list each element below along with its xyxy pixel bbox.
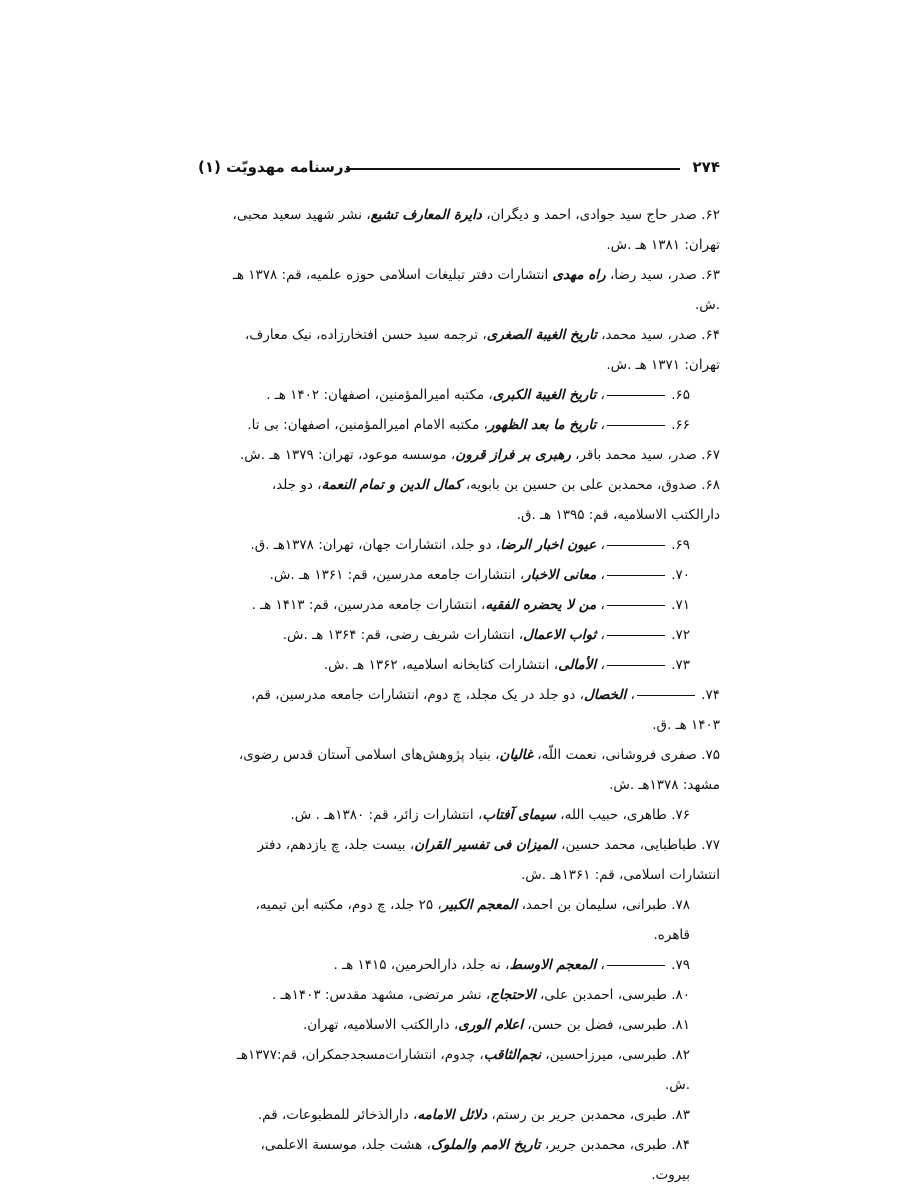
- entry-number: ۸۳.: [671, 1107, 690, 1123]
- entry-author: طبرسی، میرزاحسین،: [545, 1047, 667, 1063]
- entry-publication: ، انتشارات شریف رضی، قم: ۱۳۶۴ هـ .ش.: [282, 627, 524, 643]
- entry-number: ۷۷.: [701, 837, 720, 853]
- bibliography-entry: [220, 1100, 720, 1130]
- entry-title: الاحتجاج: [490, 987, 536, 1003]
- entry-number: ۷۱.: [671, 597, 690, 613]
- entry-title: ثواب الاعمال: [523, 627, 597, 643]
- entry-number: ۷۲.: [671, 627, 690, 643]
- entry-publication: ، دارالکتب الاسلامیه، تهران.: [302, 1017, 459, 1033]
- bibliography-entry: [220, 740, 720, 800]
- entry-number: ۶۹.: [671, 537, 690, 553]
- entry-author: طبری، محمدبن جریر بن رستم،: [491, 1107, 667, 1123]
- entry-author: ،: [596, 387, 605, 403]
- entry-author: ،: [596, 417, 605, 433]
- entry-publication: ، نشر شهید سعید محبی، تهران: ۱۳۸۱ هـ .ش.: [232, 207, 720, 253]
- entry-number: ۶۷.: [701, 447, 720, 463]
- entry-title: اعلام الوری: [458, 1017, 524, 1033]
- ditto-dash: [607, 395, 665, 396]
- ditto-dash: [637, 695, 695, 696]
- entry-number: ۷۹.: [671, 957, 690, 973]
- entry-publication: ، هشت جلد، موسسة الاعلمی، بیروت.: [260, 1137, 690, 1183]
- bibliography-entry: [220, 1130, 720, 1190]
- entry-publication: ، نشر مرتضی، مشهد مقدس: ۱۴۰۳هـ .: [271, 987, 491, 1003]
- entry-publication: ، موسسه موعود، تهران: ۱۳۷۹ هـ .ش.: [239, 447, 456, 463]
- entry-number: ۸۲.: [671, 1047, 690, 1063]
- entry-publication: ، ترجمه سید حسن افتخارزاده، نیک معارف، تهران: ۱۳۷۱ هـ .ش.: [244, 327, 720, 373]
- entry-author: ،: [626, 687, 635, 703]
- entry-author: ،: [596, 567, 605, 583]
- entry-title: من لا یحضره الفقیه: [485, 597, 597, 613]
- entry-number: ۶۸.: [701, 477, 720, 493]
- entry-author: ،: [596, 537, 605, 553]
- entry-publication: ، دو جلد، دارالکتب الاسلامیه، قم: ۱۳۹۵ هـ .ق.: [271, 477, 720, 523]
- entry-title: دلائل الامامه: [417, 1107, 488, 1123]
- bibliography-entry: [220, 620, 720, 650]
- entry-publication: ، چدوم، انتشارات‌مسجدجمکران، قم:۱۳۷۷هـ .ش.: [236, 1047, 690, 1093]
- bibliography-entry: [220, 1010, 720, 1040]
- entry-number: ۸۱.: [671, 1017, 690, 1033]
- entry-number: ۷۵.: [701, 747, 720, 763]
- entry-author: طبری، محمدبن جریر،: [544, 1137, 667, 1153]
- bibliography-entry: [220, 680, 720, 740]
- entry-publication: ، انتشارات زائر، قم: ۱۳۸۰هـ . ش.: [290, 807, 483, 823]
- entry-title: سیمای آفتاب: [482, 807, 556, 823]
- bibliography-entry: [220, 590, 720, 620]
- entry-publication: انتشارات دفتر تبلیغات اسلامی حوزه علمیه، قم: ۱۳۷۸ هـ .ش.: [232, 267, 720, 313]
- entry-title: تاریخ الغیبة الکبری: [492, 387, 597, 403]
- bibliography-entry: [220, 470, 720, 530]
- entry-author: صفری فروشانی، نعمت اللّه،: [537, 747, 697, 763]
- entry-publication: ، مکتبه امیرالمؤمنین، اصفهان: ۱۴۰۲ هـ .: [266, 387, 493, 403]
- ditto-dash: [607, 425, 665, 426]
- entry-author: طبرسی، فضل بن حسن،: [527, 1017, 667, 1033]
- entry-title: المعجم الاوسط: [509, 957, 597, 973]
- entry-author: صدر، سید محمد باقر،: [575, 447, 697, 463]
- entry-title: المیزان فی تفسیر القران: [414, 837, 557, 853]
- entry-publication: ، انتشارات کتابخانه اسلامیه، ۱۳۶۲ هـ .ش.: [323, 657, 559, 673]
- ditto-dash: [607, 635, 665, 636]
- bibliography-entry: [220, 890, 720, 950]
- bibliography-entry: [220, 560, 720, 590]
- ditto-dash: [607, 575, 665, 576]
- bibliography-list: [220, 200, 720, 1190]
- entry-number: ۶۴.: [701, 327, 720, 343]
- entry-publication: ، نه جلد، دارالحرمین، ۱۴۱۵ هـ .: [333, 957, 510, 973]
- entry-number: ۷۴.: [701, 687, 720, 703]
- entry-author: طبرانی، سلیمان بن احمد،: [521, 897, 667, 913]
- bibliography-entry: [220, 830, 720, 890]
- entry-author: طاهری، حبیب الله،: [560, 807, 667, 823]
- entry-author: صدر، سید رضا،: [609, 267, 697, 283]
- entry-author: طبرسی، احمدبن علی،: [539, 987, 667, 1003]
- entry-title: غالیان: [499, 747, 533, 763]
- entry-publication: ، ۲۵ جلد، چ دوم، مکتبه ابن تیمیه، قاهره.: [255, 897, 690, 943]
- entry-author: ،: [596, 657, 605, 673]
- entry-publication: ، مکتبه الامام امیرالمؤمنین، اصفهان: بی تا.: [247, 417, 488, 433]
- bibliography-entry: [220, 200, 720, 260]
- bibliography-entry: [220, 950, 720, 980]
- entry-number: ۷۰.: [671, 567, 690, 583]
- entry-publication: ، دارالذخائر للمطبوعات، قم.: [257, 1107, 418, 1123]
- entry-author: ،: [596, 597, 605, 613]
- entry-publication: ، بیست جلد، چ یازدهم، دفتر انتشارات اسلامی، قم: ۱۳۶۱هـ .ش.: [257, 837, 720, 883]
- entry-title: نجم‌الثاقب: [483, 1047, 541, 1063]
- bibliography-entry: [220, 320, 720, 380]
- ditto-dash: [607, 545, 665, 546]
- bibliography-entry: [220, 380, 720, 410]
- entry-title: معانی الاخبار: [524, 567, 597, 583]
- entry-number: ۸۰.: [671, 987, 690, 1003]
- entry-title: کمال الدین و تمام النعمة: [321, 477, 462, 493]
- ditto-dash: [607, 965, 665, 966]
- entry-publication: ، انتشارات جامعه مدرسین، قم: ۱۳۶۱ هـ .ش.: [269, 567, 525, 583]
- running-header: [198, 155, 720, 183]
- entry-title: رهبری بر فراز قرون: [455, 447, 571, 463]
- book-title: درسنامه مهدویّت (۱): [198, 158, 352, 176]
- entry-author: صدر حاج سید جوادی، احمد و دیگران،: [486, 207, 697, 223]
- bibliography-entry: [220, 410, 720, 440]
- entry-author: صدوق، محمدبن علی بن حسین بن بابویه،: [465, 477, 697, 493]
- entry-title: الخصال: [584, 687, 627, 703]
- bibliography-entry: [220, 800, 720, 830]
- entry-publication: ، دو جلد در یک مجلد، چ دوم، انتشارات جامعه مدرسین، قم، ۱۴۰۳ هـ .ق.: [251, 687, 720, 733]
- entry-title: تاریخ الغیبة الصغری: [486, 327, 597, 343]
- entry-author: ،: [596, 627, 605, 643]
- entry-title: المعجم الکبیر: [441, 897, 518, 913]
- bibliography-entry: [220, 530, 720, 560]
- entry-title: الأمالی: [558, 657, 597, 673]
- entry-title: تاریخ الامم والملوک: [430, 1137, 541, 1153]
- entry-publication: ، انتشارات جامعه مدرسین، قم: ۱۴۱۳ هـ .: [251, 597, 486, 613]
- entry-publication: ، بنیاد پژوهش‌های اسلامی آستان قدس رضوی، مشهد: ۱۳۷۸هـ .ش.: [238, 747, 720, 793]
- bibliography-entry: [220, 1040, 720, 1100]
- entry-publication: ، دو جلد، انتشارات جهان، تهران: ۱۳۷۸هـ .ق.: [250, 537, 501, 553]
- entry-author: صدر، سید محمد،: [601, 327, 697, 343]
- entry-number: ۷۸.: [671, 897, 690, 913]
- page-number: ۲۷۴: [692, 158, 720, 176]
- bibliography-entry: [220, 980, 720, 1010]
- entry-number: ۶۳.: [701, 267, 720, 283]
- bibliography-entry: [220, 440, 720, 470]
- entry-number: ۷۳.: [671, 657, 690, 673]
- ditto-dash: [607, 605, 665, 606]
- entry-number: ۶۲.: [701, 207, 720, 223]
- entry-title: تاریخ ما بعد الظهور: [487, 417, 597, 433]
- entry-number: ۸۴.: [671, 1137, 690, 1153]
- ditto-dash: [607, 665, 665, 666]
- entry-title: دایرة المعارف تشیع: [370, 207, 482, 223]
- bibliography-entry: [220, 650, 720, 680]
- entry-title: راه مهدی: [552, 267, 606, 283]
- header-rule: [346, 168, 680, 170]
- entry-number: ۶۶.: [671, 417, 690, 433]
- entry-title: عیون اخبار الرضا: [500, 537, 597, 553]
- entry-author: طباطبایی، محمد حسین،: [561, 837, 697, 853]
- bibliography-entry: [220, 260, 720, 320]
- entry-number: ۷۶.: [671, 807, 690, 823]
- entry-number: ۶۵.: [671, 387, 690, 403]
- entry-author: ،: [596, 957, 605, 973]
